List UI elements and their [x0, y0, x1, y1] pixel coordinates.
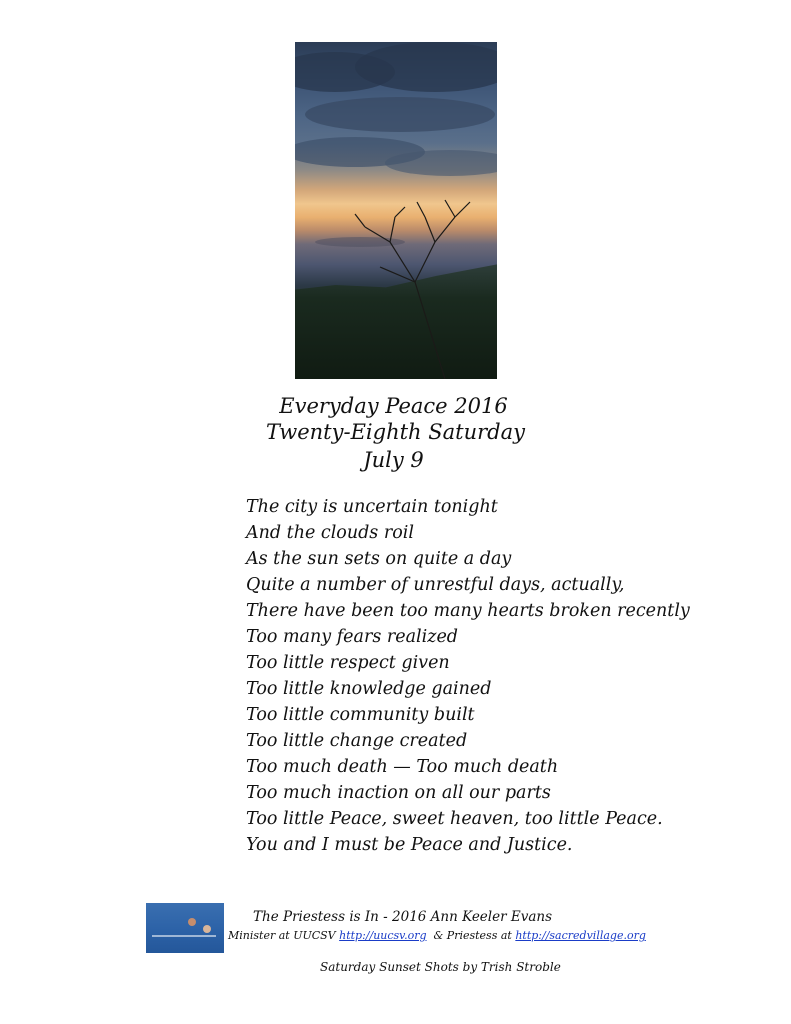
poem [246, 494, 766, 858]
poem-line: Too little Peace, sweet heaven, too little Peace. [246, 809, 663, 829]
sacredvillage-link[interactable]: http://sacredvillage.org [515, 929, 646, 942]
poem-line: There have been too many hearts broken recently [246, 601, 690, 621]
priestess-label: & Priestess at [426, 929, 516, 942]
poem-line: And the clouds roil [246, 523, 414, 543]
poem-line: Quite a number of unrestful days, actually, [246, 575, 625, 595]
affiliation-line [228, 929, 646, 942]
poem-line: Too little change created [246, 731, 468, 751]
poem-line: Too little community built [246, 705, 475, 725]
page-title: Everyday Peace 2016 [279, 394, 508, 418]
page-date: July 9 [363, 448, 424, 472]
poem-line: The city is uncertain tonight [246, 497, 498, 517]
poem-line: Too much death — Too much death [246, 757, 559, 777]
uucsv-link[interactable]: http://uucsv.org [339, 929, 427, 942]
poem-line: Too little respect given [246, 653, 450, 673]
poem-line: You and I must be Peace and Justice. [246, 835, 573, 855]
poem-line: Too many fears realized [246, 627, 458, 647]
author-credit: The Priestess is In - 2016 Ann Keeler Evans [253, 909, 553, 925]
photo-credit: Saturday Sunset Shots by Trish Stroble [320, 960, 561, 974]
minister-label: Minister at UUCSV [228, 929, 340, 942]
plant-silhouette-icon [295, 42, 497, 379]
sunset-photo [295, 42, 497, 379]
poem-line: Too little knowledge gained [246, 679, 492, 699]
poem-line: As the sun sets on quite a day [246, 549, 512, 569]
swimmers-photo [146, 903, 224, 953]
poem-line: Too much inaction on all our parts [246, 783, 551, 803]
page-subtitle: Twenty-Eighth Saturday [266, 420, 525, 444]
